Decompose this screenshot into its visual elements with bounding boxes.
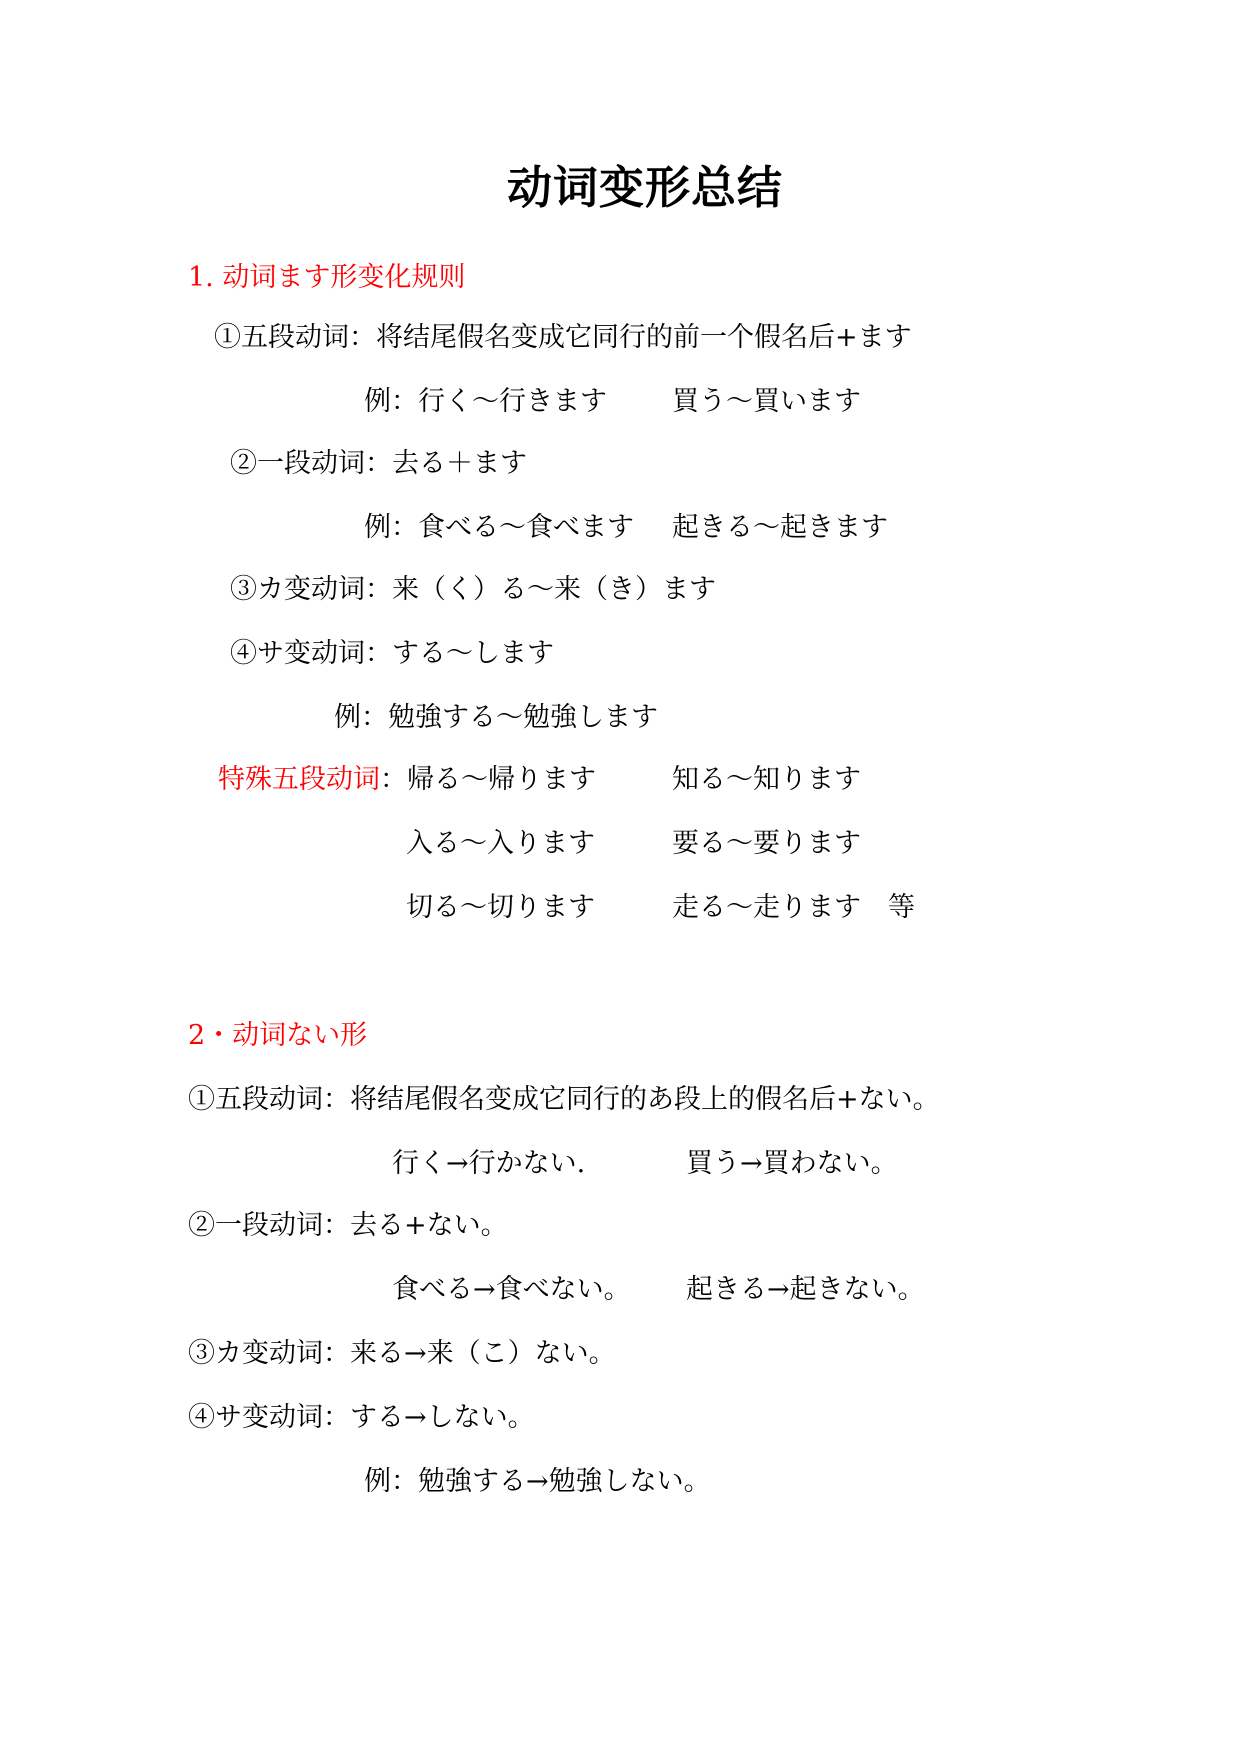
- special-example-a: ：帰る～帰ります: [380, 764, 596, 795]
- special-example-a: 切る～切ります: [406, 892, 595, 923]
- example-sahen-nai: 例：勉強する→勉強しない。: [364, 1466, 711, 1497]
- special-example-b: 要る～要ります: [672, 828, 861, 859]
- rule-ichidan-masu: ②一段动词：去る＋ます: [230, 448, 527, 479]
- example-godan-masu-1: 例：行く～行きます: [364, 386, 607, 417]
- example-sahen-masu: 例：勉強する～勉強します: [334, 702, 658, 733]
- example-ichidan-nai-2: 起きる→起きない。: [686, 1274, 925, 1305]
- example-ichidan-masu-2: 起きる～起きます: [672, 512, 888, 543]
- rule-sahen-masu: ④サ变动词：する～します: [230, 638, 554, 669]
- rule-godan-masu: ①五段动词：将结尾假名变成它同行的前一个假名后+ます: [214, 322, 912, 353]
- rule-sahen-nai: ④サ变动词：する→しない。: [188, 1402, 535, 1433]
- example-godan-nai-2: 買う→買わない。: [686, 1148, 898, 1179]
- section-1-heading: 1. 动词ます形变化规则: [188, 262, 466, 293]
- rule-kahen-masu: ③カ变动词：来（く）る～来（き）ます: [230, 574, 716, 605]
- special-godan-row-1: [218, 760, 596, 800]
- rule-godan-nai: ①五段动词：将结尾假名变成它同行的あ段上的假名后+ない。: [188, 1084, 940, 1115]
- special-example-b: 走る～走ります 等: [672, 892, 915, 923]
- page-title: 动词变形总结: [506, 161, 783, 214]
- example-godan-masu-2: 買う～買います: [672, 386, 861, 417]
- special-example-b: 知る～知ります: [672, 764, 861, 795]
- example-ichidan-nai-1: 食べる→食べない。: [392, 1274, 631, 1305]
- rule-ichidan-nai: ②一段动词：去る+ない。: [188, 1210, 508, 1241]
- rule-kahen-nai: ③カ变动词：来る→来（こ）ない。: [188, 1338, 616, 1369]
- section-2-heading: 2・动词ない形: [188, 1020, 368, 1051]
- special-godan-label: 特殊五段动词: [218, 764, 380, 795]
- example-ichidan-masu-1: 例：食べる～食べます: [364, 512, 634, 543]
- special-example-a: 入る～入ります: [406, 828, 595, 859]
- example-godan-nai-1: 行く→行かない.: [392, 1148, 586, 1179]
